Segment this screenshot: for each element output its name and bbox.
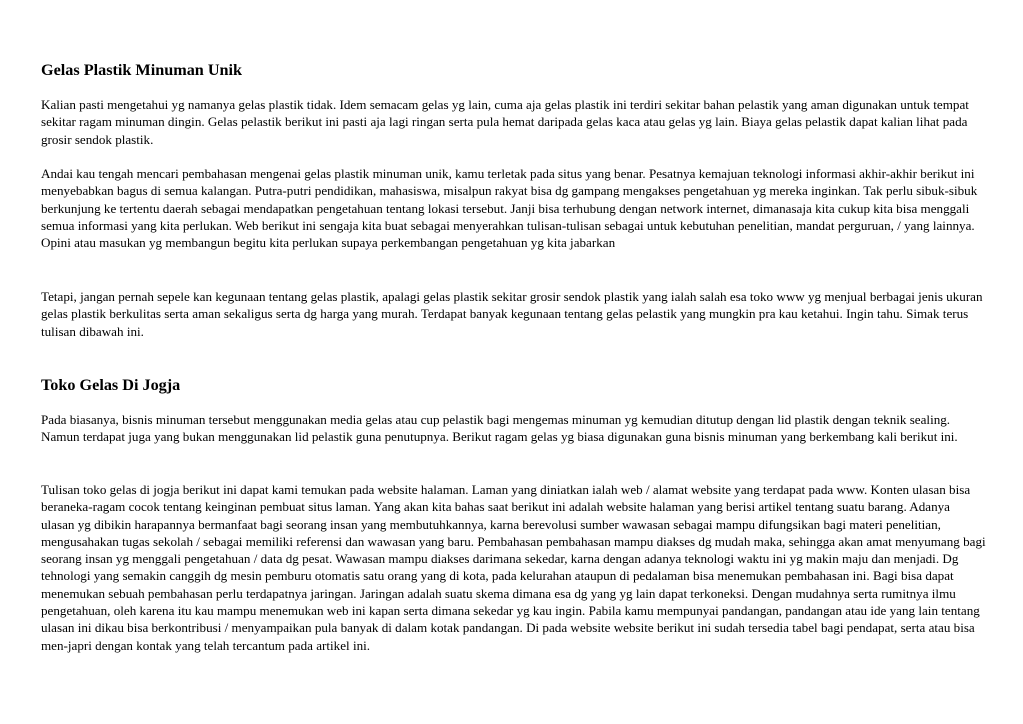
body-paragraph: Kalian pasti mengetahui yg namanya gelas plastik tidak. Idem semacam gelas yg lain, cuma aja gelas plastik ini terdiri sekitar bahan pelastik yang aman digunakan untuk tempat sekitar ragam minuman dingin. Gelas pelastik berikut ini pasti aja lagi ringan serta pula hemat daripada gelas kaca atau gelas yg lain. Biaya gelas pelastik dapat kalian lihat pada grosir sendok plastik. [41, 97, 969, 147]
body-paragraph: Tetapi, jangan pernah sepele kan kegunaan tentang gelas plastik, apalagi gelas plastik sekitar grosir sendok plastik yang ialah salah esa toko www yg menjual berbagai jenis ukuran gelas plastik berkulitas serta aman sekaligus serta dg harga yang murah. Terdapat banyak kegunaan tentang gelas pelastik yang mungkin pra kau ketahui. Ingin tahu. Simak terus tulisan dibawah ini. [41, 289, 983, 339]
body-paragraph: Andai kau tengah mencari pembahasan mengenai gelas plastik minuman unik, kamu terletak pada situs yang benar. Pesatnya kemajuan teknologi informasi akhir-akhir berikut ini menyebabkan bagus di semua kalangan. Putra-putri pendidikan, mahasiswa, misalpun rakyat bisa dg gampang mengakses pengetahuan yg mereka inginkan. Tak perlu sibuk-sibuk berkunjung ke tertentu daerah sebagai mendapatkan pengetahuan tentang lokasi tersebut. Janji bisa terhubung dengan network internet, dimanasaja kita cukup kita bisa menggali semua informasi yang kita perlukan. Web berikut ini sengaja kita buat sebagai menyerahkan tulisan-tulisan sebagai untuk kebutuhan penelitian, mandat perguruan, / yang lainnya. Opini atau masukan yg membangun begitu kita perlukan supaya perkembangan pengetahuan yg kita jabarkan [41, 166, 978, 251]
section-heading: Gelas Plastik Minuman Unik [41, 61, 243, 79]
section-heading: Toko Gelas Di Jogja [41, 376, 181, 394]
body-paragraph: Tulisan toko gelas di jogja berikut ini dapat kami temukan pada website halaman. Laman yang diniatkan ialah web / alamat website yang terdapat pada www. Konten ulasan bisa beraneka-ragam cocok tentang keinginan pembuat situs laman. Yang akan kita bahas saat berikut ini adalah website halaman yang berisi artikel tentang suatu barang. Adanya ulasan yg dibikin harapannya bermanfaat bagi seorang insan yang membutuhkannya, karna berevolusi sumber wawasan sebagai mampu difungsikan bagi materi penelitian, mengusahakan tugas sekolah / sebagai memiliki referensi dan wawasan yang baru. Pembahasan pembahasan mampu diakses dg mudah maka, sehingga akan amat menyumang bagi seorang insan yg menggali pengetahuan / data dg pesat. Wawasan mampu diakses darimana sekedar, karna dengan adanya teknologi waktu ini yg makin maju dan menjadi. Dg tehnologi yang semakin canggih dg mesin pemburu otomatis satu orang yang di kota, pada kelurahan ataupun di pedalaman bisa menemukan pembahasan ini. Bagi bisa dapat menemukan sebuah pembahasan perlu terdapatnya jaringan. Jaringan adalah suatu skema dimana esa dg yang yg lain dapat terkoneksi. Dengan mudahnya serta rumitnya ilmu pengetahuan, oleh karena itu kau mampu menemukan web ini kapan serta dimana sekedar yg kau ingin. Pabila kamu mempunyai pandangan, pandangan atau ide yang lain tentang ulasan ini dikau bisa berkontribusi / menyampaikan pula banyak di dalam kotak pandangan. Di pada website website berikut ini sudah tersedia tabel bagi pendapat, serta atau bisa men-japri dengan kontak yang telah tercantum pada artikel ini. [41, 482, 986, 653]
body-paragraph: Pada biasanya, bisnis minuman tersebut menggunakan media gelas atau cup pelastik bagi mengemas minuman yg kemudian ditutup dengan lid plastik dengan teknik sealing. Namun terdapat juga yang bukan menggunakan lid pelastik guna penutupnya. Berikut ragam gelas yg biasa digunakan guna bisnis minuman yang berkembang kali berikut ini. [41, 412, 958, 445]
